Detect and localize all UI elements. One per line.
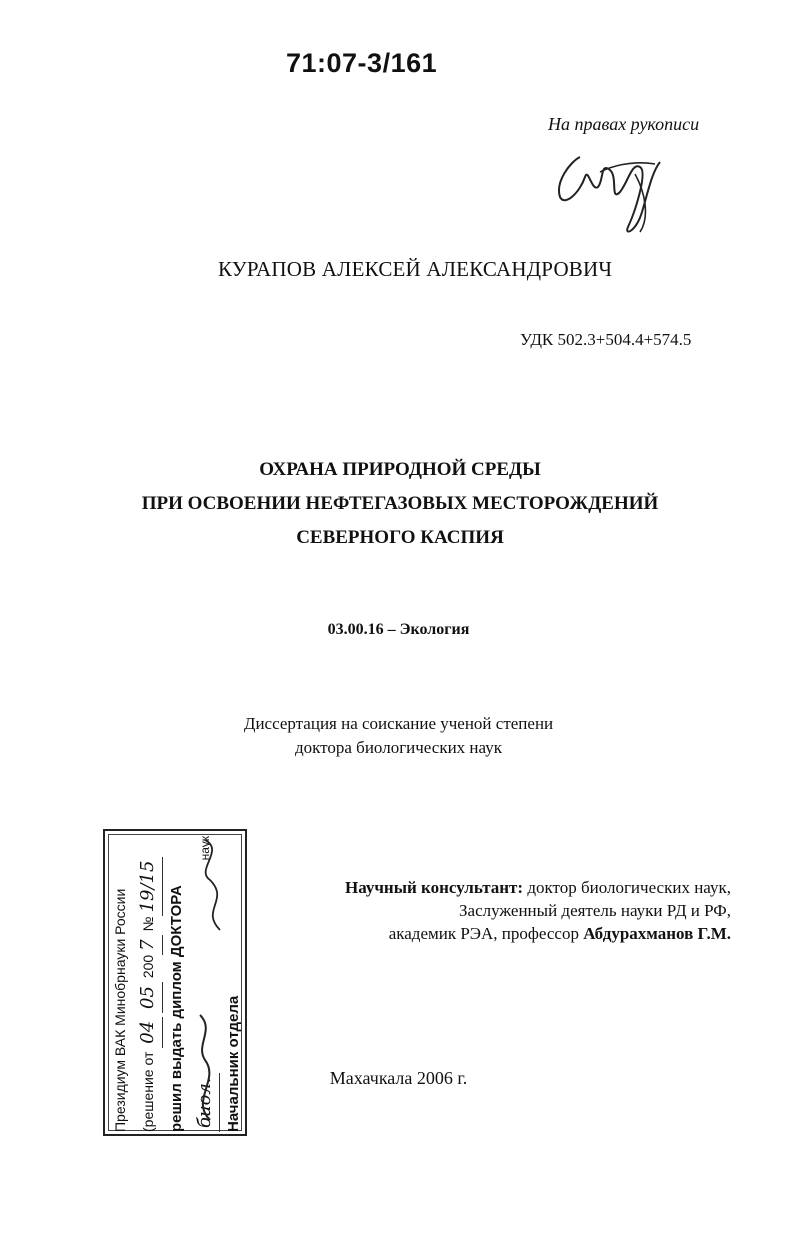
stamp-science: биол.: [191, 1073, 220, 1132]
stamp-award-line: решил выдать диплом ДОКТОРА: [168, 885, 185, 1132]
consultant-rank: академик РЭА, профессор: [388, 924, 584, 943]
consultant-degree: доктор биологических наук,: [523, 878, 731, 897]
stamp-year: 7: [134, 935, 163, 954]
dissertation-title: [80, 453, 720, 555]
stamp-science-line: биол. наук: [191, 836, 220, 1132]
author-name: КУРАПОВ АЛЕКСЕЙ АЛЕКСАНДРОВИЧ: [218, 257, 613, 281]
title-line: ПРИ ОСВОЕНИИ НЕФТЕГАЗОВЫХ МЕСТОРОЖДЕНИЙ: [141, 493, 659, 514]
signature-image: [540, 132, 690, 242]
consultant-name: Абдурахманов Г.М.: [583, 924, 731, 943]
scientific-consultant: [345, 876, 731, 945]
stamp-number: 19/15: [134, 857, 163, 917]
consultant-label: Научный консультант:: [344, 878, 524, 897]
consultant-title: Заслуженный деятель науки РД и РФ,: [459, 901, 731, 920]
title-line: ОХРАНА ПРИРОДНОЙ СРЕДЫ: [259, 459, 541, 480]
stamp-line: Президиум ВАК Минобрнауки России: [112, 888, 128, 1132]
degree-line: Диссертация на соискание ученой степени: [243, 714, 554, 733]
degree-statement: [0, 712, 797, 760]
stamp-month: 05: [134, 982, 163, 1013]
city-year: Махачкала 2006 г.: [329, 1068, 468, 1088]
title-line: СЕВЕРНОГО КАСПИЯ: [296, 527, 504, 548]
archive-number: 71:07-3/161: [286, 48, 438, 78]
stamp-day: 04: [134, 1017, 163, 1048]
udc-code: УДК 502.3+504.4+574.5: [520, 330, 692, 349]
vak-stamp: [103, 829, 247, 1136]
stamp-line: Начальник отдела: [225, 995, 242, 1132]
specialty: 03.00.16 – Экология: [327, 621, 470, 638]
stamp-decision-line: (решение от 04 05 200 7 № 19/15: [134, 836, 163, 1132]
rights-note: На правах рукописи: [548, 114, 700, 134]
degree-line: доктора биологических наук: [295, 738, 502, 757]
